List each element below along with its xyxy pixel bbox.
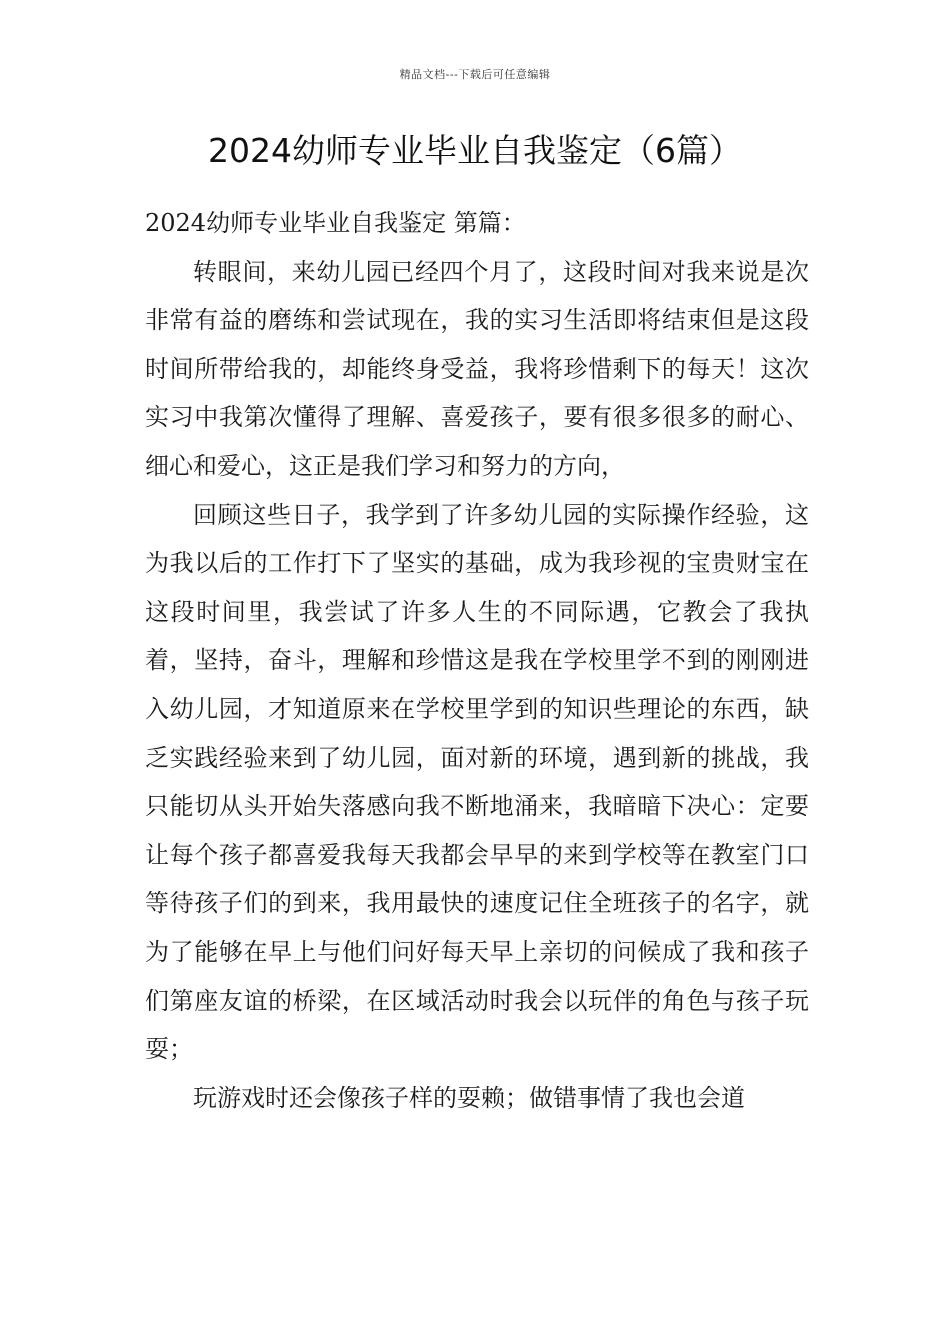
page-header-note: 精品文档---下载后可任意编辑 [399, 68, 551, 81]
paragraph-3: 玩游戏时还会像孩子样的耍赖；做错事情了我也会道 [193, 1083, 745, 1112]
paragraph-2: 回顾这些日子，我学到了许多幼儿园的实际操作经验，这为我以后的工作打下了坚实的基础，成为我珍视的宝贵财宝在这段时间里，我尝试了许多人生的不同际遇，它教会了我执着，坚持，奋斗，理解和珍惜这是我在学校里学不到的刚刚进入幼儿园，才知道原来在学校里学到的知识些理论的东西，缺乏实践经验来到了幼儿园，面对新的环境，遇到新的挑战，我只能切从头开始失落感向我不断地涌来，我暗暗下决心：定要让每个孩子都喜爱我每天我都会早早的来到学校等在教室门口等待孩子们的到来，我用最快的速度记住全班孩子的名字，就为了能够在早上与他们问好每天早上亲切的问候成了我和孩子们第座友谊的桥梁，在区域活动时我会以玩伴的角色与孩子玩耍； [145, 500, 809, 1064]
section-heading: 2024幼师专业毕业自我鉴定 第篇： [145, 209, 526, 237]
paragraph-1: 转眼间，来幼儿园已经四个月了，这段时间对我来说是次非常有益的磨练和尝试现在，我的实习生活即将结束但是这段时间所带给我的，却能终身受益，我将珍惜剩下的每天！这次实习中我第次懂得了理解、喜爱孩子，要有很多很多的耐心、细心和爱心，这正是我们学习和努力的方向， [145, 257, 809, 480]
document-title: 2024幼师专业毕业自我鉴定（6篇） [208, 131, 742, 170]
document-body [145, 199, 809, 1122]
